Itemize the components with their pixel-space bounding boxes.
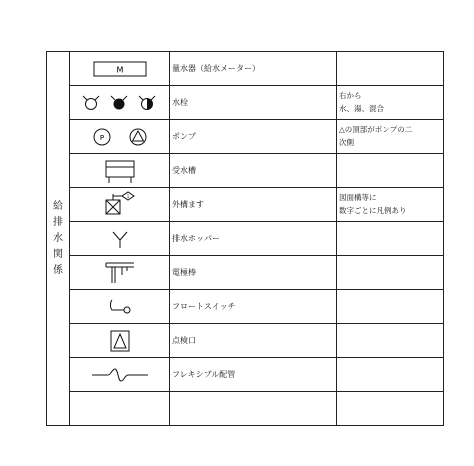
symbol-cell xyxy=(70,256,170,290)
table-row xyxy=(47,154,444,188)
symbol-cell xyxy=(70,86,170,120)
flexible-pipe-icon xyxy=(80,363,160,387)
item-note xyxy=(337,154,444,188)
external-basin-icon xyxy=(98,190,142,220)
item-name: 点検口 xyxy=(170,324,337,358)
symbol-cell xyxy=(70,188,170,222)
drain-hopper-icon xyxy=(105,226,135,252)
symbol-cell xyxy=(70,222,170,256)
item-note: △の頂部がポンプの二 次側 xyxy=(337,120,444,154)
item-name: ポンプ xyxy=(170,120,337,154)
table-row xyxy=(47,188,444,222)
item-name: 量水器（給水メーター） xyxy=(170,52,337,86)
item-note xyxy=(337,358,444,392)
item-note xyxy=(337,52,444,86)
table-row xyxy=(47,120,444,154)
symbol-legend-table xyxy=(46,51,444,426)
receiving-tank-icon xyxy=(100,157,140,185)
item-name: 電極棒 xyxy=(170,256,337,290)
water-meter-icon xyxy=(90,60,150,78)
symbol-cell xyxy=(70,52,170,86)
item-note xyxy=(337,222,444,256)
table-row xyxy=(47,392,444,426)
symbol-cell xyxy=(70,290,170,324)
symbol-cell xyxy=(70,154,170,188)
symbol-cell xyxy=(70,392,170,426)
item-note xyxy=(337,290,444,324)
faucet-icons xyxy=(75,92,165,114)
water-faucet-icon xyxy=(83,96,99,110)
water-meter-letter: M xyxy=(116,65,123,74)
item-name: フレキシブル配管 xyxy=(170,358,337,392)
table-row xyxy=(47,290,444,324)
inspection-port-icon xyxy=(105,327,135,355)
table-row xyxy=(47,256,444,290)
electrode-rod-icon xyxy=(100,259,140,287)
symbol-cell xyxy=(70,324,170,358)
item-note: 図面構等に 数字ごとに凡例あり xyxy=(337,188,444,222)
svg-text:1: 1 xyxy=(126,193,129,199)
item-name: 水栓 xyxy=(170,86,337,120)
category-label: 給排水関係 xyxy=(53,200,63,276)
item-name xyxy=(170,392,337,426)
item-name: フロートスイッチ xyxy=(170,290,337,324)
item-note xyxy=(337,324,444,358)
table-row xyxy=(47,86,444,120)
pump-icons xyxy=(80,125,160,149)
category-cell xyxy=(47,52,70,426)
table-row xyxy=(47,222,444,256)
table-row xyxy=(47,52,444,86)
table-row xyxy=(47,358,444,392)
table-row xyxy=(47,324,444,358)
item-note: 右から 水、湯、混合 xyxy=(337,86,444,120)
symbol-cell xyxy=(70,120,170,154)
hot-faucet-icon xyxy=(111,96,127,110)
item-note xyxy=(337,392,444,426)
float-switch-icon xyxy=(100,294,140,320)
item-name: 排水ホッパー xyxy=(170,222,337,256)
item-name: 受水槽 xyxy=(170,154,337,188)
item-note xyxy=(337,256,444,290)
item-name: 外構ます xyxy=(170,188,337,222)
mixed-faucet-icon xyxy=(139,96,155,110)
symbol-cell xyxy=(70,358,170,392)
pump-letter: P xyxy=(99,133,104,142)
